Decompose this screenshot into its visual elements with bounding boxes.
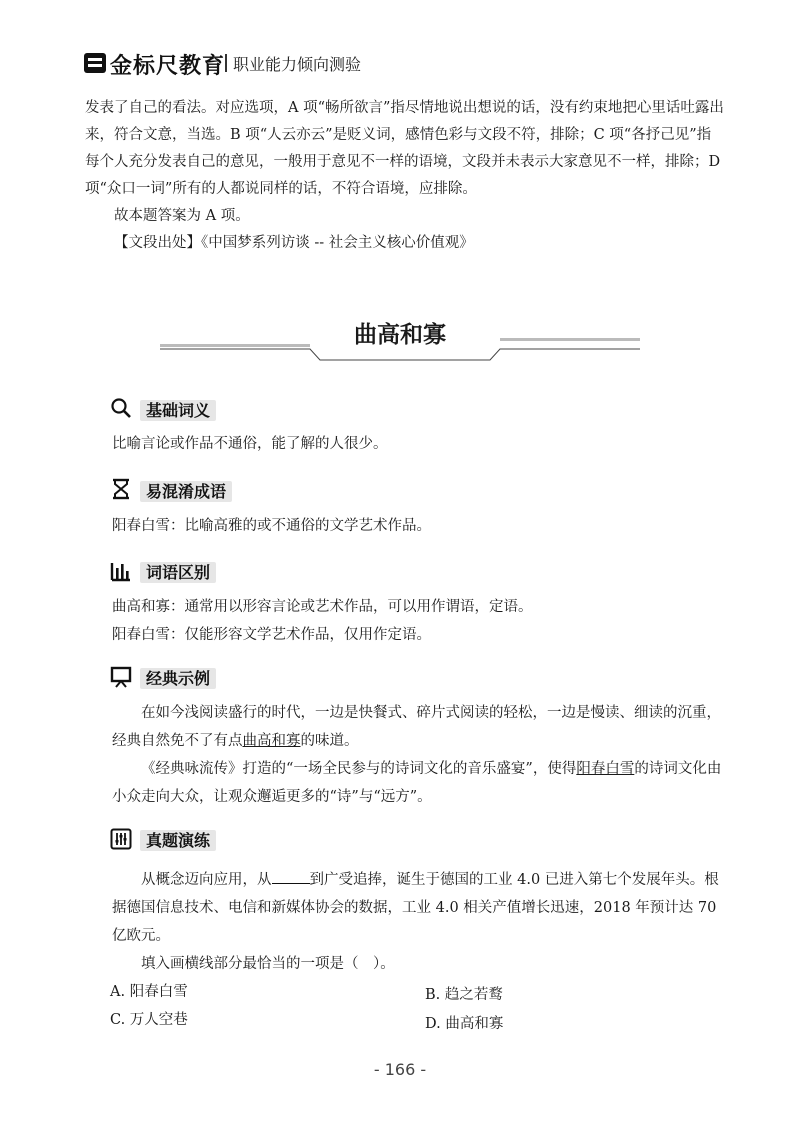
example-2-pre: 《经典咏流传》打造的“一场全民参与的诗词文化的音乐盛宴”，使得 xyxy=(141,761,577,777)
exam-question xyxy=(112,866,727,978)
search-icon xyxy=(110,397,132,419)
difference-line-1: 曲高和寡：通常用以形容言论或艺术作品，可以用作谓语，定语。 xyxy=(112,599,533,615)
idiom-title: 曲高和寡 xyxy=(354,321,446,348)
presentation-board-icon xyxy=(110,666,132,688)
example-1-pre: 在如今浅阅读盛行的时代，一边是快餐式、碎片式阅读的轻松，一边是慢读、细读的沉重，经典自然免不了有点 xyxy=(112,705,721,749)
section-example-text xyxy=(112,699,727,811)
page-number: - 166 - xyxy=(373,1060,427,1079)
header-divider xyxy=(225,54,227,72)
intro-explanation: 发表了自己的看法。对应选项，A 项“畅所欲言”指尽情地说出想说的话，没有约束地把心里话吐露出来，符合文意，当选。B 项“人云亦云”是贬义词，感情色彩与文段不符，排除；C 项“各抒己见”指每个人充分发表自己的意见，一般用于意见不一样的语境，文段并未表示大家意见不一样，排除；D 项“众口一词”所有的人都说同样的话，不符合语境，应排除。 xyxy=(85,100,724,197)
section-basic-text: 比喻言论或作品不通俗，能了解的人很少。 xyxy=(112,436,388,452)
brand-logo-icon xyxy=(84,53,106,73)
exam-question-post: 到广受追捧，诞生于德国的工业 4.0 已进入第七个发展年头。根据德国信息技术、电信和新媒体协会的数据，工业 4.0 相关产值增长迅速，2018 年预计达 70 亿欧元。 xyxy=(112,872,719,944)
example-1-post: 的味道。 xyxy=(300,733,359,749)
section-difference-label: 词语区别 xyxy=(140,562,216,583)
option-d: D. 曲高和寡 xyxy=(425,1016,504,1032)
section-basic-label: 基础词义 xyxy=(140,400,216,421)
intro-answer: 故本题答案为 A 项。 xyxy=(114,208,250,224)
answer-blank xyxy=(272,869,310,884)
section-confusable-text: 阳春白雪：比喻高雅的或不通俗的文学艺术作品。 xyxy=(112,518,431,534)
bar-chart-icon xyxy=(110,560,132,582)
example-2-keyword: 阳春白雪 xyxy=(576,761,635,777)
equalizer-icon xyxy=(110,828,132,850)
section-confusable-label: 易混淆成语 xyxy=(140,481,232,502)
exam-prompt: 填入画横线部分最恰当的一项是（ ）。 xyxy=(141,956,395,972)
section-difference-text xyxy=(112,593,732,649)
exam-question-pre: 从概念迈向应用，从 xyxy=(141,872,272,888)
section-exam-label: 真题演练 xyxy=(140,830,216,851)
section-example-label: 经典示例 xyxy=(140,668,216,689)
hourglass-icon xyxy=(110,478,132,500)
option-b: B. 趋之若鹜 xyxy=(425,987,503,1003)
brand-name: 金标尺教育 xyxy=(110,54,226,79)
option-c: C. 万人空巷 xyxy=(110,1012,188,1028)
exam-question-text xyxy=(112,866,727,950)
intro-source: 【文段出处】《中国梦系列访谈 -- 社会主义核心价值观》 xyxy=(114,235,474,251)
difference-line-2: 阳春白雪：仅能形容文学艺术作品，仅用作定语。 xyxy=(112,627,431,643)
header-subtitle: 职业能力倾向测验 xyxy=(233,55,362,74)
option-a: A. 阳春白雪 xyxy=(110,984,188,1000)
intro-block xyxy=(85,95,725,257)
example-1 xyxy=(112,699,727,755)
example-1-keyword: 曲高和寡 xyxy=(242,733,301,749)
example-2 xyxy=(112,755,727,811)
example-2-post: 的诗词文化由小众走向大众，让观众邂逅更多的“诗”与“远方”。 xyxy=(112,761,722,805)
